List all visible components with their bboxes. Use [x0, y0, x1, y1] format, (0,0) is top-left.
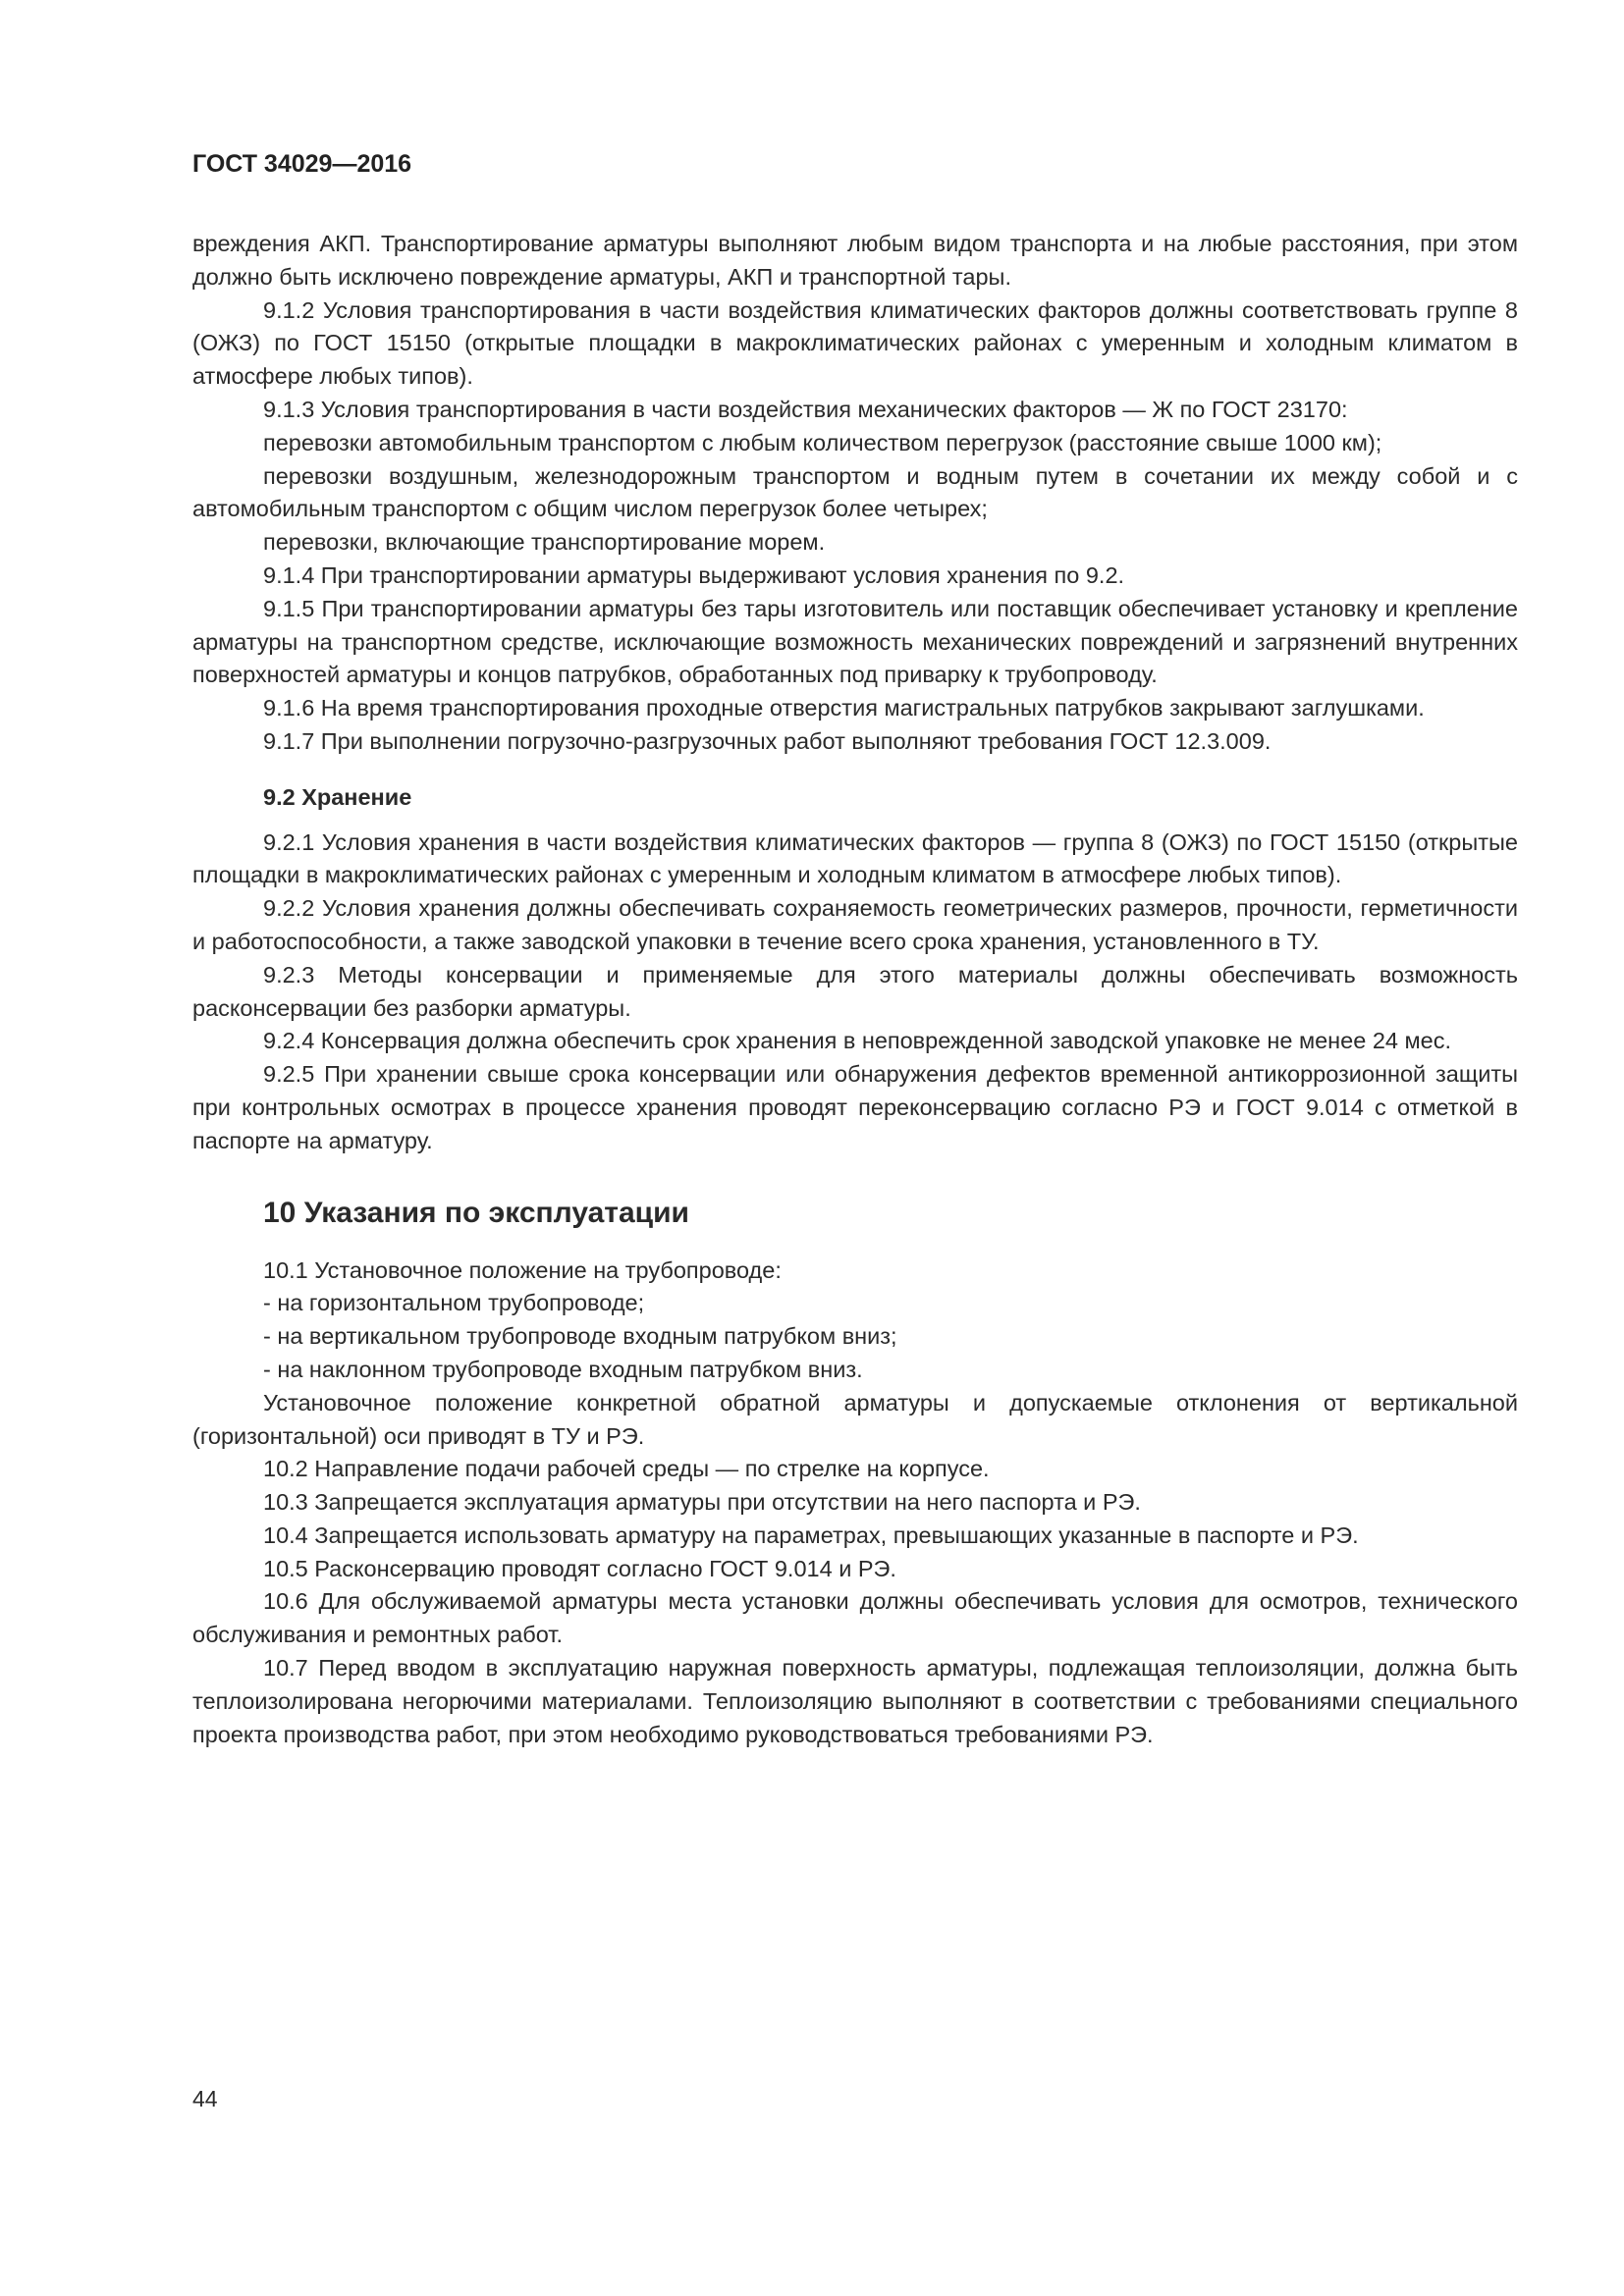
paragraph: 9.2.4 Консервация должна обеспечить срок хранения в неповрежденной заводской упаковке не менее 24 мес.: [263, 1028, 1451, 1054]
paragraph: 9.1.6 На время транспортирования проходные отверстия магистральных патрубков закрывают заглушками.: [263, 695, 1425, 721]
paragraph: 9.1.3 Условия транспортирования в части воздействия механических факторов — Ж по ГОСТ 23170:: [263, 396, 1348, 422]
paragraph: 10.3 Запрещается эксплуатация арматуры при отсутствии на него паспорта и РЭ.: [263, 1489, 1141, 1516]
list-item: - на горизонтальном трубопроводе;: [263, 1290, 645, 1316]
paragraph: 9.1.4 При транспортировании арматуры выдерживают условия хранения по 9.2.: [263, 561, 1125, 588]
list-item: - на наклонном трубопроводе входным патрубком вниз.: [263, 1356, 863, 1382]
paragraph: 10.4 Запрещается использовать арматуру на параметрах, превышающих указанные в паспорте и РЭ.: [263, 1522, 1359, 1548]
page-number: 44: [192, 2086, 218, 2111]
paragraph: 9.1.2 Условия транспортирования в части воздействия климатических факторов должны соответствовать группе 8 (ОЖЗ) по ГОСТ 15150 (открытые площадки в макроклиматических районах с умеренным и холодным климатом в атмосфере любых типов).: [192, 296, 1518, 390]
subsection-heading: 9.2 Хранение: [263, 783, 412, 810]
paragraph: 10.7 Перед вводом в эксплуатацию наружная поверхность арматуры, подлежащая теплоизоляции, должна быть теплоизолирована негорючими материалами. Теплоизоляцию выполняют в соответствии с требованиями специального проекта производства работ, при этом необходимо руководствоваться требованиями РЭ.: [192, 1655, 1518, 1747]
paragraph: 9.2.3 Методы консервации и применяемые для этого материалы должны обеспечивать возможность расконсервации без разборки арматуры.: [192, 961, 1518, 1021]
paragraph: вреждения АКП. Транспортирование арматуры выполняют любым видом транспорта и на любые расстояния, при этом должно быть исключено повреждение арматуры, АКП и транспортной тары.: [192, 231, 1518, 290]
paragraph: перевозки воздушным, железнодорожным транспортом и водным путем в сочетании их между собой и с автомобильным транспортом с общим числом перегрузок более четырех;: [192, 462, 1518, 522]
paragraph: 9.2.5 При хранении свыше срока консервации или обнаружения дефектов временной антикоррозионной защиты при контрольных осмотрах в процессе хранения проводят переконсервацию согласно РЭ и ГОСТ 9.014 с отметкой в паспорте на арматуру.: [192, 1061, 1518, 1153]
page-body: [192, 228, 1518, 1751]
list-item: - на вертикальном трубопроводе входным патрубком вниз;: [263, 1323, 897, 1350]
paragraph: перевозки, включающие транспортирование морем.: [263, 529, 826, 556]
paragraph: Установочное положение конкретной обратной арматуры и допускаемые отклонения от вертикальной (горизонтальной) оси приводят в ТУ и РЭ.: [192, 1389, 1518, 1449]
paragraph: 9.2.2 Условия хранения должны обеспечивать сохраняемость геометрических размеров, прочности, герметичности и работоспособности, а также заводской упаковки в течение всего срока хранения, установленного в ТУ.: [192, 895, 1518, 954]
paragraph: 9.1.7 При выполнении погрузочно-разгрузочных работ выполняют требования ГОСТ 12.3.009.: [263, 727, 1272, 754]
paragraph: 10.2 Направление подачи рабочей среды — по стрелке на корпусе.: [263, 1456, 990, 1482]
paragraph: 10.1 Установочное положение на трубопроводе:: [263, 1256, 782, 1283]
section-heading: 10 Указания по эксплуатации: [263, 1196, 690, 1229]
paragraph: 9.2.1 Условия хранения в части воздействия климатических факторов — группа 8 (ОЖЗ) по ГОСТ 15150 (открытые площадки в макроклиматических районах с умеренным и холодным климатом в атмосфере любых типов).: [192, 828, 1518, 888]
paragraph: 10.6 Для обслуживаемой арматуры места установки должны обеспечивать условия для осмотров, технического обслуживания и ремонтных работ.: [192, 1588, 1518, 1648]
paragraph: 9.1.5 При транспортировании арматуры без тары изготовитель или поставщик обеспечивает установку и крепление арматуры на транспортном средстве, исключающие возможность механических повреждений и загрязнений внутренних поверхностей арматуры и концов патрубков, обработанных под приварку к трубопроводу.: [192, 595, 1518, 688]
paragraph: перевозки автомобильным транспортом с любым количеством перегрузок (расстояние свыше 1000 км);: [263, 429, 1382, 455]
document-header: ГОСТ 34029—2016: [192, 150, 412, 178]
paragraph: 10.5 Расконсервацию проводят согласно ГОСТ 9.014 и РЭ.: [263, 1555, 896, 1581]
